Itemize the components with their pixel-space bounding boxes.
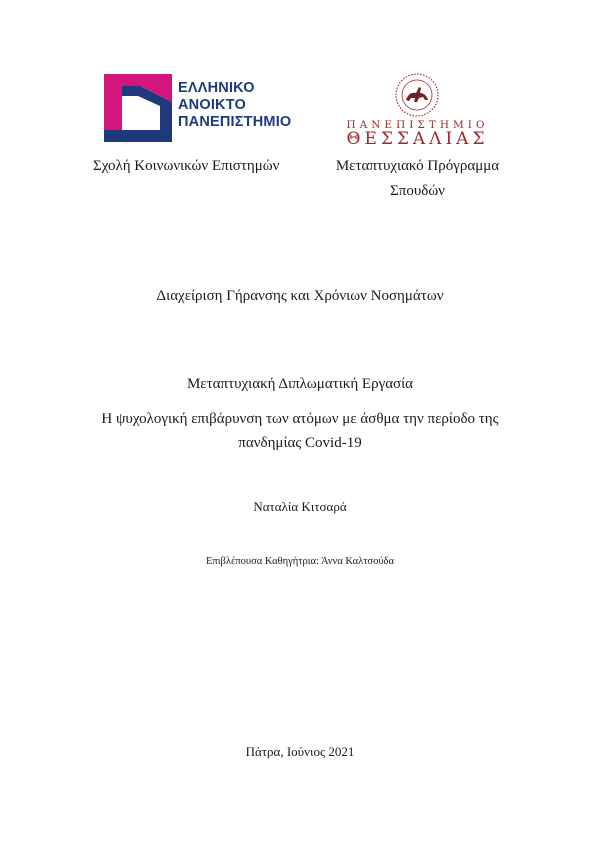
thesis-type: Μεταπτυχιακή Διπλωματική Εργασία <box>186 376 414 392</box>
thesis-title-line2: πανδημίας Covid-19 <box>238 435 362 451</box>
program-title: Διαχείριση Γήρανσης και Χρόνιων Νοσημάτων <box>156 288 444 304</box>
program-name-line1: Μεταπτυχιακό Πρόγραμμα <box>335 158 500 174</box>
uth-logo-line1: ΠΑΝΕΠΙΣΤΗΜΙΟ <box>346 119 489 131</box>
eap-logo <box>100 72 300 144</box>
program-name <box>325 158 510 200</box>
place-date: Πάτρα, Ιούνιος 2021 <box>245 744 355 759</box>
program-name-line2: Σπουδών <box>390 183 445 199</box>
school-name: Σχολή Κοινωνικών Επιστημών <box>93 158 280 174</box>
thesis-title-line1: Η ψυχολογική επιβάρυνση των ατόμων με άσθμα την περίοδο της <box>101 411 499 427</box>
supervisor: Επιβλέπουσα Καθηγήτρια: Άννα Καλτσούδα <box>205 556 394 567</box>
author-name: Ναταλία Κιτσαρά <box>253 499 347 514</box>
uth-seal-icon <box>392 72 442 118</box>
uth-logo <box>330 72 505 147</box>
eap-logo-text: ΕΛΛΗΝΙΚΟ ΑΝΟΙΚΤΟ ΠΑΝΕΠΙΣΤΗΜΙΟ <box>178 80 292 130</box>
uth-logo-line2: ΘΕΣΣΑΛΙΑΣ <box>346 129 489 149</box>
thesis-title <box>0 411 600 452</box>
eap-logo-mark <box>100 72 176 144</box>
